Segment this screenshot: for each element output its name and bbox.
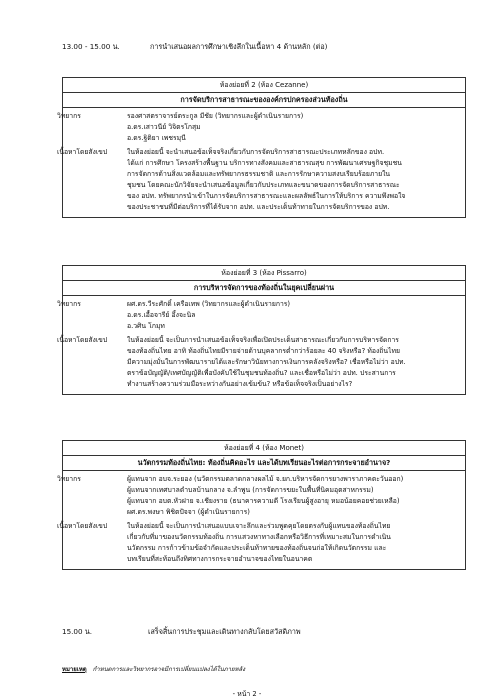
- content-line: ในห้องย่อยนี้ จะเป็นการนำเสนอข้อเท็จจริงเพื่อเปิดประเด็นสาธารณะเกี่ยวกับการบริหารจัดการ: [127, 336, 399, 344]
- speaker: อ.ดร.เอื้อจารีย์ อึ้งจะนิล: [127, 311, 196, 319]
- footnote: [62, 664, 245, 674]
- room-title: ห้องย่อยที่ 4 (ห้อง Monet): [63, 441, 465, 456]
- panel-topic: การบริหารจัดการของท้องถิ่นในยุคเปลี่ยนผ่าน: [63, 281, 465, 296]
- content-line: ในห้องย่อยนี้ จะนำเสนอข้อเท็จจริงเกี่ยวกับการจัดบริการสาธารณะประเภทหลักของ อปท.: [127, 148, 385, 156]
- speaker: ผู้แทนจาก อบจ.ระยอง (นวัตกรรมตลาดกลางผลไม้ จ.ยก.บริหารจัดการยางพาราภาคตะวันออก): [127, 475, 404, 483]
- content-line: ของ อปท. ทรัพยากรนำเข้าในการจัดบริการสาธารณะและผลลัพธ์ในการให้บริการ ความพึงพอใจ: [127, 192, 406, 200]
- content-line: ชุมชน โดยคณะนักวิจัยจะนำเสนอข้อมูลเกี่ยวกับประเภทและขนาดของการจัดบริการสาธารณะ: [127, 181, 400, 189]
- speakers-row: [57, 111, 461, 144]
- content-line: ทำงานสร้างความร่วมมือระหว่างกันอย่างเข้มข้น? หรือข้อเท็จจริงเป็นอย่างไร?: [127, 380, 353, 388]
- speaker: อ.ดร.ฐิติยา เพชรมุนี: [127, 134, 186, 142]
- content-line: นวัตกรรม การก้าวข้ามข้อจำกัดและประเด็นท้าทายของท้องถิ่นจนก่อให้เกิดนวัตกรรม และ: [127, 544, 387, 552]
- room-title: ห้องย่อยที่ 3 (ห้อง Pissarro): [63, 266, 465, 281]
- speakers-label: วิทยากร: [57, 300, 81, 308]
- content-row: [57, 521, 461, 565]
- room-title: ห้องย่อยที่ 2 (ห้อง Cezanne): [63, 78, 465, 93]
- content-row: [57, 147, 461, 213]
- content-line: ตราข้อบัญญัติ/เทศบัญญัติเพื่อบังคับใช้ในชุมชนท้องถิ่น? และเชื่อหรือไม่ว่า อปท. ประสานการ: [127, 369, 396, 377]
- panel-room-2: [57, 77, 466, 218]
- speakers-label: วิทยากร: [57, 112, 81, 120]
- speaker: อ.ดร.เสาวนีย์ วิจิตรโกสุม: [127, 123, 201, 131]
- content-line: เกี่ยวกับที่มาของนวัตกรรมท้องถิ่น การแสวงหาทางเลือกหรือวิธีการที่เหมาะสมในการดำเนิน: [127, 533, 391, 541]
- panel-topic: นวัตกรรมท้องถิ่นไทย: ท้องถิ่นคิดอะไร และได้บทเรียนอะไรต่อการกระจายอำนาจ?: [63, 456, 465, 471]
- content-line: มีความมุ่งมั่นในการพัฒนารายได้และรักษาวินัยทางการเงินการคลังจริงหรือ? เชื่อหรือไม่ว่า อปท.: [127, 358, 406, 366]
- note-label: หมายเหตุ: [62, 666, 87, 673]
- content-line: การจัดการด้านสิ่งแวดล้อมและทรัพยากรธรรมชาติ และการรักษาความสงบเรียบร้อยภายใน: [127, 170, 391, 178]
- speakers-row: [57, 299, 461, 332]
- content-row: [57, 335, 461, 390]
- content-line: บทเรียนที่สะท้อนถึงทิศทางการกระจายอำนาจของไทยในอนาคต: [127, 555, 313, 563]
- session-description: การนำเสนอผลการศึกษาเชิงลึกในเนื้อหา 4 ด้านหลัก (ต่อ): [150, 42, 328, 51]
- page-number: - หน้า 2 -: [232, 690, 262, 698]
- content-line: ของท้องถิ่นไทย อาทิ ท้องถิ่นไทยมีรายจ่ายด้านบุคลากรต่ำกว่าร้อยละ 40 จริงหรือ? ท้องถิ่นไทย: [127, 347, 400, 355]
- content-label: เนื้อหาโดยสังเขป: [57, 336, 108, 344]
- panel-room-3: [57, 265, 466, 395]
- content-line: ในห้องย่อยนี้ จะเป็นการนำเสนอแบบเจาะลึกและร่วมพูดคุยโดยตรงกับผู้แทนของท้องถิ่นไทย: [127, 522, 391, 530]
- content-label: เนื้อหาโดยสังเขป: [57, 522, 108, 530]
- closing-description: เสร็จสิ้นการประชุมและเดินทางกลับโดยสวัสดิภาพ: [148, 627, 301, 636]
- speaker: ผู้แทนจาก อบต.หัวฝาย จ.เชียงราย (ธนาคารความดี โรงเรียนผู้สูงอายุ หมอน้อยคอยช่วยเหลือ): [127, 497, 400, 505]
- speaker: รองศาสตราจารย์ตระกูล มีชัย (วิทยากรและผู้ดำเนินรายการ): [127, 112, 304, 120]
- panel-topic: การจัดบริการสาธารณะขององค์กรปกครองส่วนท้องถิ่น: [63, 93, 465, 108]
- content-line: ของประชาชนที่มีต่อบริการที่ได้รับจาก อปท. และประเด็นท้าทายในการจัดบริการของ อปท.: [127, 203, 390, 211]
- content-label: เนื้อหาโดยสังเขป: [57, 148, 108, 156]
- content-line: ได้แก่ การศึกษา โครงสร้างพื้นฐาน บริการทางสังคมและสาธารณสุข การพัฒนาเศรษฐกิจชุมชน: [127, 159, 402, 167]
- speaker: ผศ.ดร.วีระศักดิ์ เครือเทพ (วิทยากรและผู้ดำเนินรายการ): [127, 300, 291, 308]
- closing-time: 15.00 น.: [62, 627, 93, 636]
- speaker: ผศ.ดร.พงษา พิชิตปัจจา (ผู้ดำเนินรายการ): [127, 508, 250, 516]
- speaker: อ.วศิน โกมุท: [127, 322, 165, 330]
- speaker: ผู้แทนจากเทศบาลตำบลบ้านกลาง จ.ลำพูน (การจัดการขยะในพื้นที่นิคมอุตสาหกรรม): [127, 486, 374, 494]
- speakers-row: [57, 474, 461, 518]
- speakers-label: วิทยากร: [57, 475, 81, 483]
- note-text: กำหนดการและวิทยากรอาจมีการเปลี่ยนแปลงได้ในภายหลัง: [92, 666, 246, 673]
- panel-room-4: [57, 440, 466, 570]
- session-time: 13.00 - 15.00 น.: [62, 42, 120, 51]
